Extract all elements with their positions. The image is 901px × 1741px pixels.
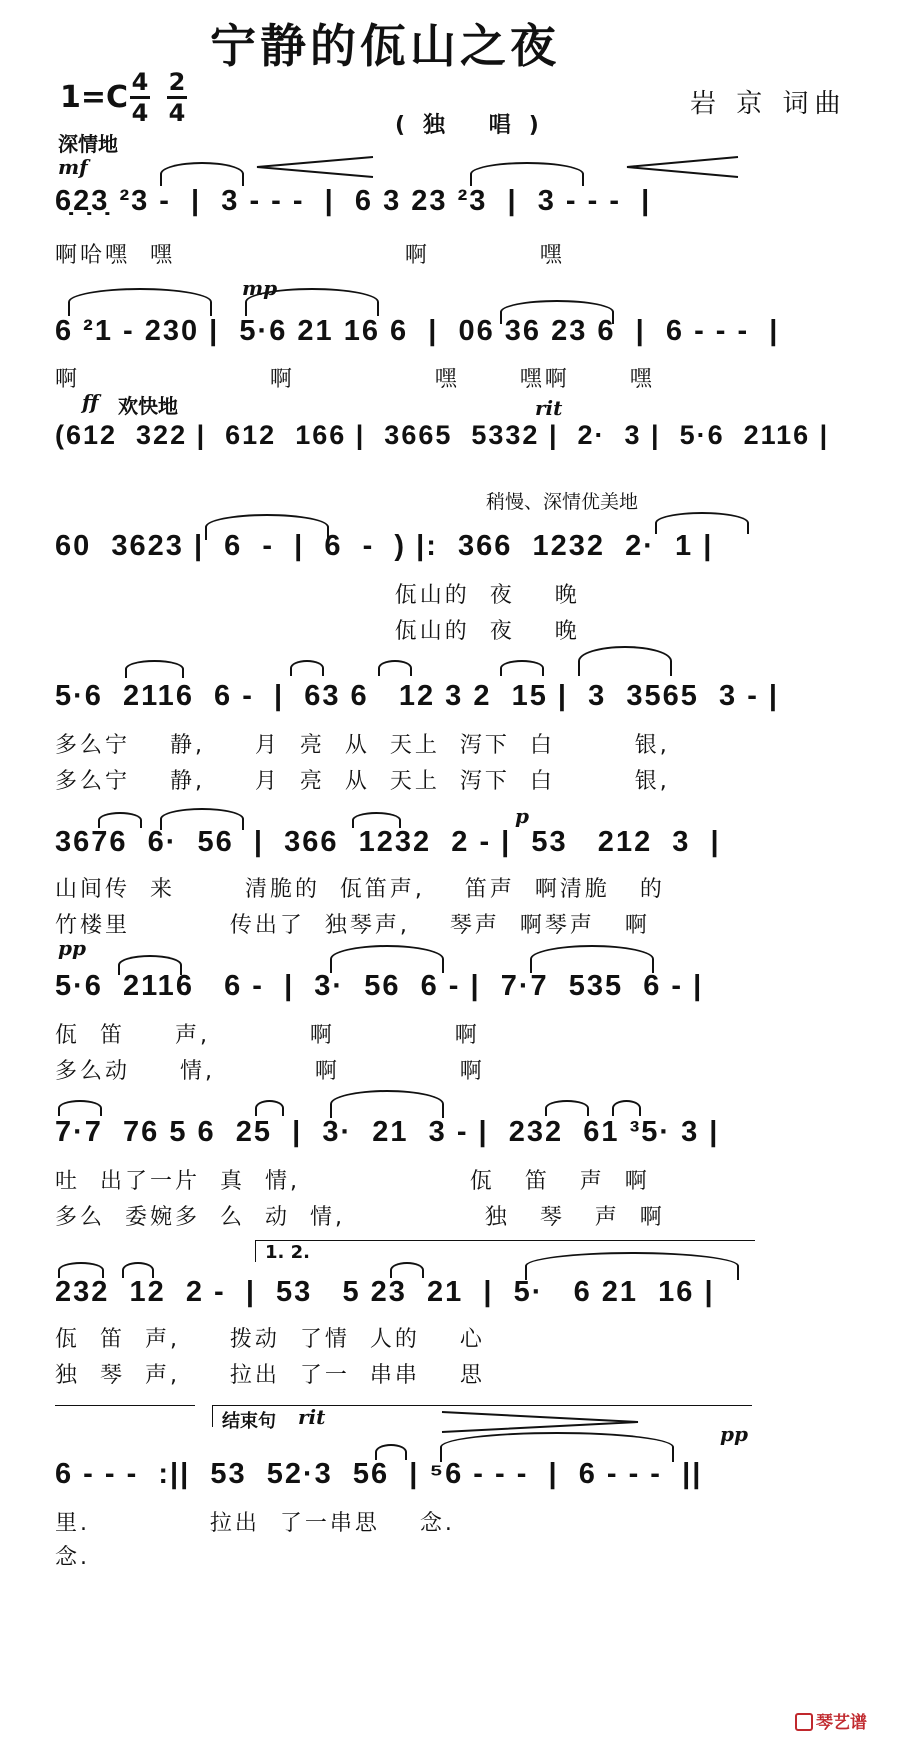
diminuendo-hairpin [440, 1410, 640, 1434]
volta-bracket-edge [255, 1240, 256, 1262]
lyric-line: 里. 拉出 了一串思 念. [55, 1511, 455, 1536]
song-title: 宁静的佤山之夜 [210, 19, 560, 73]
lyric-line: 多么 委婉多 么 动 情, 独 琴 声 啊 [55, 1205, 665, 1230]
ending-bracket-edge [212, 1405, 213, 1427]
slur [68, 288, 212, 316]
lyric-line: 啊哈嘿 嘿 啊 嘿 [55, 243, 565, 268]
notation-line: 6 - - - :|| 53 52·3 56 | ⁵6 - - - | 6 - - - || [55, 1458, 703, 1490]
tempo-mark: rit [535, 396, 563, 420]
slur [330, 945, 444, 973]
site-watermark [795, 1708, 867, 1733]
dynamic-mark: mf [58, 155, 88, 179]
time-signature-4-4 [128, 68, 152, 127]
slur [500, 660, 544, 676]
notation-line: 5·6 2116 6 - | 63 6 12 3 2 15 | 3 3565 3 - | [55, 680, 780, 712]
watermark-text: 琴艺谱 [816, 1713, 867, 1733]
expression-mark: 稍慢、深情优美地 [486, 491, 639, 513]
lyric-line: 佤山的 夜 晚 [55, 583, 580, 608]
slur [470, 162, 584, 186]
notation-line: 3676 6· 56 | 366 1232 2 - | 53 212 3 | [55, 826, 721, 858]
slur [290, 660, 324, 676]
slur [330, 1090, 444, 1118]
ending-bracket [212, 1405, 752, 1406]
slur [545, 1100, 589, 1116]
lyric-line: 多么宁 静, 月 亮 从 天上 泻下 白 银, [55, 733, 670, 758]
meter2-top: 2 [168, 68, 186, 96]
lyric-line: 佤山的 夜 晚 [55, 619, 580, 644]
volta-label: 1. 2. [265, 1242, 310, 1263]
ending-label: 结束句 [222, 1411, 276, 1432]
volta-bracket [255, 1240, 755, 1241]
composer-credit: 岩 京 词曲 [690, 89, 847, 119]
lyric-line: 山间传 来 清脆的 佤笛声, 笛声 啊清脆 的 [55, 877, 665, 902]
expression-mark: 深情地 [58, 132, 118, 156]
lyric-line: 佤 笛 声, 拨动 了情 人的 心 [55, 1327, 485, 1352]
lyric-line: 多么宁 静, 月 亮 从 天上 泻下 白 银, [55, 769, 670, 794]
lyric-line: 佤 笛 声, 啊 啊 [55, 1023, 480, 1048]
notation-line: 60 3623 | 6 - | 6 - ) |: 366 1232 2· 1 | [55, 530, 714, 562]
tempo-mark: rit [298, 1405, 326, 1429]
lyric-line: 多么动 情, 啊 啊 [55, 1059, 485, 1084]
dynamic-mark: pp [720, 1422, 748, 1446]
notation-line: 6̣2̣3̣ ²3 - | 3 - - - | 6 3 23 ²3 | 3 - - - | [55, 185, 652, 217]
dynamic-mark: p [515, 804, 529, 828]
lyric-line: 啊 啊 嘿 嘿啊 嘿 [55, 367, 655, 392]
dynamic-mark: mp [242, 276, 278, 300]
notation-line: 7·7 76 5 6 25 | 3· 21 3 - | 232 61 ³5· 3 | [55, 1116, 720, 1148]
slur [160, 162, 244, 186]
notation-line: 232 12 2 - | 53 5 23 21 | 5· 6 21 16 | [55, 1276, 715, 1308]
lyric-line: 竹楼里 传出了 独琴声, 琴声 啊琴声 啊 [55, 913, 650, 938]
notation-line: 6 ²1 - 230 | 5·6 21 16 6 | 06 36 23 6 | 6 - - - | [55, 315, 780, 347]
slur [58, 1100, 102, 1116]
slur [255, 1100, 284, 1116]
performance-type: (独 唱) [395, 113, 557, 138]
slur [378, 660, 412, 676]
meter1-bottom: 4 [131, 99, 149, 127]
slur [125, 660, 184, 678]
expression-mark: 欢快地 [118, 394, 178, 418]
slur [530, 945, 654, 973]
dynamic-mark: ff [82, 390, 99, 414]
time-signature-2-4 [165, 68, 189, 127]
notation-line: 5·6 2116 6 - | 3· 56 6 - | 7·7 535 6 - | [55, 970, 704, 1002]
slur [612, 1100, 641, 1116]
crescendo-hairpin [625, 155, 740, 179]
meter1-top: 4 [131, 68, 149, 96]
crescendo-hairpin [255, 155, 375, 179]
slur [578, 646, 672, 676]
dynamic-mark: pp [58, 936, 86, 960]
lyric-line: 独 琴 声, 拉出 了一 串串 思 [55, 1363, 485, 1388]
watermark-logo-icon [795, 1713, 813, 1731]
meter2-bottom: 4 [168, 99, 186, 127]
slur [245, 288, 379, 316]
notation-line: (612 322 | 612 166 | 3665 5332 | 2· 3 | 5·6 2116 | [55, 420, 830, 450]
key-signature: 1=C [60, 80, 129, 115]
lyric-line: 吐 出了一片 真 情, 佤 笛 声 啊 [55, 1169, 650, 1194]
lyric-line: 念. [55, 1545, 90, 1570]
first-ending-bracket [55, 1405, 195, 1406]
